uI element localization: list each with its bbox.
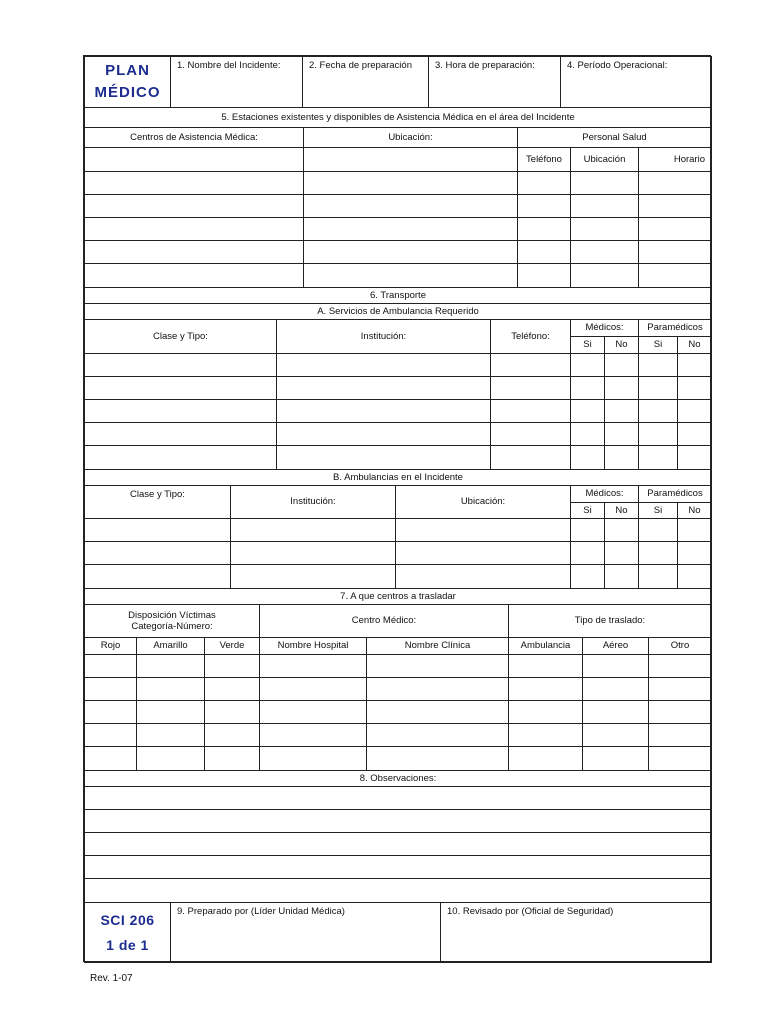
table-cell[interactable]	[570, 240, 639, 264]
telefono-header: Teléfono:	[490, 319, 571, 354]
table-cell[interactable]	[276, 399, 491, 423]
table-cell[interactable]	[84, 445, 277, 470]
table-cell[interactable]	[604, 564, 639, 589]
table-cell[interactable]	[259, 746, 367, 771]
table-cell[interactable]	[517, 171, 571, 195]
table-cell[interactable]	[366, 723, 509, 747]
nombre-clinica-header: Nombre Clínica	[366, 637, 509, 655]
table-cell[interactable]	[648, 723, 712, 747]
tipo-traslado-header: Tipo de traslado:	[508, 604, 712, 638]
table-cell[interactable]	[604, 353, 639, 377]
table-cell[interactable]	[677, 541, 712, 565]
table-cell[interactable]	[490, 445, 571, 470]
revision-label: Rev. 1-07	[90, 973, 133, 984]
b-medicos-no-header: No	[604, 502, 639, 519]
table-cell[interactable]	[366, 677, 509, 701]
table-cell[interactable]	[570, 353, 605, 377]
table-cell[interactable]	[604, 399, 639, 423]
table-cell[interactable]	[638, 445, 678, 470]
preparation-date-field[interactable]	[302, 56, 429, 108]
table-cell[interactable]	[395, 564, 571, 589]
observation-line[interactable]	[84, 809, 712, 833]
nombre-hospital-header: Nombre Hospital	[259, 637, 367, 655]
table-cell[interactable]	[204, 700, 260, 724]
table-cell[interactable]	[303, 171, 518, 195]
table-cell[interactable]	[604, 376, 639, 400]
table-cell[interactable]	[508, 723, 583, 747]
table-cell[interactable]	[136, 654, 205, 678]
table-cell[interactable]	[259, 654, 367, 678]
table-cell[interactable]	[366, 746, 509, 771]
table-cell[interactable]	[604, 422, 639, 446]
table-cell[interactable]	[570, 541, 605, 565]
table-cell[interactable]	[508, 654, 583, 678]
table-cell[interactable]	[84, 171, 304, 195]
table-cell[interactable]	[570, 422, 605, 446]
table-cell[interactable]	[638, 518, 678, 542]
prepared-by-field[interactable]	[170, 902, 441, 963]
table-cell[interactable]	[570, 445, 605, 470]
table-cell[interactable]	[604, 518, 639, 542]
table-cell[interactable]	[677, 564, 712, 589]
table-cell[interactable]	[303, 263, 518, 288]
centros-cell[interactable]	[84, 147, 304, 172]
table-cell[interactable]	[638, 171, 712, 195]
table-cell[interactable]	[582, 677, 649, 701]
table-cell[interactable]	[638, 564, 678, 589]
centros-header: Centros de Asistencia Médica:	[84, 127, 304, 148]
operational-period-label: 4. Período Operacional:	[567, 60, 668, 71]
centro-medico-header: Centro Médico:	[259, 604, 509, 638]
table-cell[interactable]	[84, 353, 277, 377]
b-institucion-header: Institución:	[230, 485, 396, 519]
table-cell[interactable]	[136, 700, 205, 724]
form-title	[84, 56, 171, 108]
table-cell[interactable]	[204, 654, 260, 678]
table-cell[interactable]	[230, 518, 396, 542]
table-cell[interactable]	[84, 263, 304, 288]
table-cell[interactable]	[677, 376, 712, 400]
prepared-by-label: 9. Preparado por (Líder Unidad Médica)	[177, 906, 345, 917]
table-cell[interactable]	[508, 746, 583, 771]
b-medicos-si-header: Si	[570, 502, 605, 519]
table-cell[interactable]	[84, 376, 277, 400]
table-cell[interactable]	[259, 700, 367, 724]
table-cell[interactable]	[638, 399, 678, 423]
paramedicos-header: Paramédicos	[638, 319, 712, 337]
reviewed-by-field[interactable]	[440, 902, 712, 963]
table-cell[interactable]	[677, 518, 712, 542]
table-cell[interactable]	[136, 746, 205, 771]
table-cell[interactable]	[517, 194, 571, 218]
table-cell[interactable]	[395, 518, 571, 542]
table-cell[interactable]	[204, 746, 260, 771]
table-cell[interactable]	[84, 654, 137, 678]
preparation-time-label: 3. Hora de preparación:	[435, 60, 535, 71]
table-cell[interactable]	[276, 353, 491, 377]
table-cell[interactable]	[677, 422, 712, 446]
table-cell[interactable]	[230, 564, 396, 589]
table-cell[interactable]	[84, 240, 304, 264]
section6b-heading: B. Ambulancias en el Incidente	[84, 469, 712, 486]
table-cell[interactable]	[508, 677, 583, 701]
table-cell[interactable]	[84, 399, 277, 423]
table-cell[interactable]	[136, 677, 205, 701]
table-cell[interactable]	[638, 422, 678, 446]
medical-plan-form	[83, 55, 711, 962]
clase-tipo-header: Clase y Tipo:	[84, 319, 277, 354]
b-medicos-header: Médicos:	[570, 485, 639, 503]
table-cell[interactable]	[570, 171, 639, 195]
table-cell[interactable]	[570, 376, 605, 400]
table-cell[interactable]	[638, 217, 712, 241]
table-cell[interactable]	[84, 723, 137, 747]
table-cell[interactable]	[638, 263, 712, 288]
section6-heading: 6. Transporte	[84, 287, 712, 304]
table-cell[interactable]	[648, 654, 712, 678]
institucion-header: Institución:	[276, 319, 491, 354]
section8-heading: 8. Observaciones:	[84, 770, 712, 787]
ubicacion-header: Ubicación:	[303, 127, 518, 148]
table-cell[interactable]	[677, 445, 712, 470]
amarillo-header: Amarillo	[136, 637, 205, 655]
table-cell[interactable]	[582, 700, 649, 724]
table-cell[interactable]	[490, 376, 571, 400]
table-cell[interactable]	[303, 217, 518, 241]
rojo-header: Rojo	[84, 637, 137, 655]
disposicion-victimas-header	[84, 604, 260, 638]
horario-subheader: Horario	[638, 147, 712, 172]
table-cell[interactable]	[366, 700, 509, 724]
ubicacion-cell[interactable]	[303, 147, 518, 172]
table-cell[interactable]	[366, 654, 509, 678]
table-cell[interactable]	[570, 194, 639, 218]
table-cell[interactable]	[204, 677, 260, 701]
table-cell[interactable]	[570, 263, 639, 288]
disposicion-line1: Disposición Víctimas	[128, 609, 216, 621]
medicos-header: Médicos:	[570, 319, 639, 337]
table-cell[interactable]	[136, 723, 205, 747]
observation-line[interactable]	[84, 855, 712, 879]
table-cell[interactable]	[517, 263, 571, 288]
table-cell[interactable]	[84, 677, 137, 701]
table-cell[interactable]	[604, 541, 639, 565]
table-cell[interactable]	[582, 746, 649, 771]
observation-line[interactable]	[84, 878, 712, 903]
ambulancia-header: Ambulancia	[508, 637, 583, 655]
table-cell[interactable]	[638, 353, 678, 377]
table-cell[interactable]	[84, 217, 304, 241]
preparation-date-label: 2. Fecha de preparación	[309, 60, 412, 71]
form-code: SCI 206	[100, 911, 155, 928]
table-cell[interactable]	[259, 723, 367, 747]
preparation-time-field[interactable]	[428, 56, 561, 108]
table-cell[interactable]	[276, 422, 491, 446]
otro-header: Otro	[648, 637, 712, 655]
incident-name-label: 1. Nombre del Incidente:	[177, 60, 281, 71]
verde-header: Verde	[204, 637, 260, 655]
b-paramedicos-si-header: Si	[638, 502, 678, 519]
table-cell[interactable]	[570, 518, 605, 542]
table-cell[interactable]	[276, 445, 491, 470]
observation-line[interactable]	[84, 786, 712, 810]
personal-salud-header: Personal Salud	[517, 127, 712, 148]
table-cell[interactable]	[638, 541, 678, 565]
table-cell[interactable]	[276, 376, 491, 400]
b-ubicacion-header: Ubicación:	[395, 485, 571, 519]
b-paramedicos-no-header: No	[677, 502, 712, 519]
table-cell[interactable]	[677, 353, 712, 377]
table-cell[interactable]	[259, 677, 367, 701]
table-cell[interactable]	[582, 654, 649, 678]
table-cell[interactable]	[84, 541, 231, 565]
section6a-heading: A. Servicios de Ambulancia Requerido	[84, 303, 712, 320]
b-paramedicos-header: Paramédicos	[638, 485, 712, 503]
section5-heading: 5. Estaciones existentes y disponibles de Asistencia Médica en el área del Incidente	[84, 107, 712, 128]
table-cell[interactable]	[638, 376, 678, 400]
table-cell[interactable]	[604, 445, 639, 470]
table-cell[interactable]	[84, 746, 137, 771]
table-cell[interactable]	[508, 700, 583, 724]
b-clase-tipo-header: Clase y Tipo:	[84, 485, 231, 519]
table-cell[interactable]	[230, 541, 396, 565]
telefono-subheader: Teléfono	[517, 147, 571, 172]
ubicacion-subheader: Ubicación	[570, 147, 639, 172]
table-cell[interactable]	[570, 217, 639, 241]
table-cell[interactable]	[84, 518, 231, 542]
table-cell[interactable]	[395, 541, 571, 565]
page-number: 1 de 1	[106, 936, 149, 953]
table-cell[interactable]	[638, 194, 712, 218]
table-cell[interactable]	[648, 746, 712, 771]
table-cell[interactable]	[204, 723, 260, 747]
table-cell[interactable]	[84, 422, 277, 446]
table-cell[interactable]	[677, 399, 712, 423]
reviewed-by-label: 10. Revisado por (Oficial de Seguridad)	[447, 906, 614, 917]
table-cell[interactable]	[582, 723, 649, 747]
disposicion-line2: Categoría-Número:	[131, 621, 213, 632]
aereo-header: Aéreo	[582, 637, 649, 655]
title-line1: PLAN	[105, 62, 150, 80]
table-cell[interactable]	[517, 217, 571, 241]
table-cell[interactable]	[648, 677, 712, 701]
table-cell[interactable]	[84, 564, 231, 589]
table-cell[interactable]	[490, 399, 571, 423]
table-cell[interactable]	[517, 240, 571, 264]
paramedicos-no-header: No	[677, 336, 712, 354]
section7-heading: 7. A que centros a trasladar	[84, 588, 712, 605]
table-cell[interactable]	[303, 240, 518, 264]
table-cell[interactable]	[570, 564, 605, 589]
table-cell[interactable]	[648, 700, 712, 724]
table-cell[interactable]	[303, 194, 518, 218]
medicos-no-header: No	[604, 336, 639, 354]
table-cell[interactable]	[84, 194, 304, 218]
medicos-si-header: Si	[570, 336, 605, 354]
title-line2: MÉDICO	[94, 84, 161, 101]
table-cell[interactable]	[490, 353, 571, 377]
table-cell[interactable]	[638, 240, 712, 264]
operational-period-field[interactable]	[560, 56, 712, 108]
observation-line[interactable]	[84, 832, 712, 856]
table-cell[interactable]	[490, 422, 571, 446]
form-code-box	[84, 902, 171, 963]
table-cell[interactable]	[570, 399, 605, 423]
table-cell[interactable]	[84, 700, 137, 724]
paramedicos-si-header: Si	[638, 336, 678, 354]
incident-name-field[interactable]	[170, 56, 303, 108]
